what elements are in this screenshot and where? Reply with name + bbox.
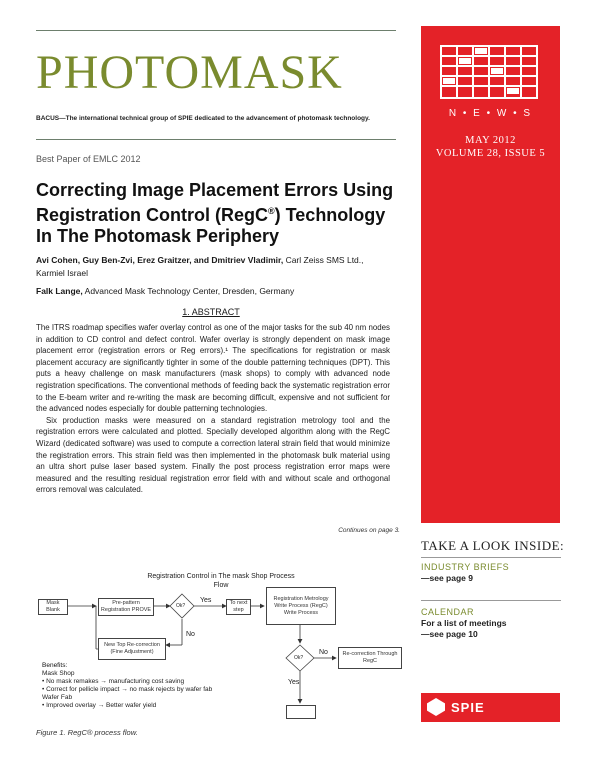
abstract-paragraph-1: The ITRS roadmap specifies wafer overlay control as one of the major tasks for the sub 40 nm nodes in addition to CD control and defect control. Wafer overlay is strongly dependent on mask image placement error (registration errors or Reg errors).¹ The specifications for registration or mask placement accuracy are significantly tighter in some of the double patterning techniques (DPT). This puts a heavy challenge on mask manufacturers (mask shops) to comply with advanced node registration specifications. The conventional methods of feeding back the systematic registration error to the E-beam writer and re-writing the mask are becoming difficult, expensive and not sufficient for the advanced nodes especially for double patterning technologies. — [36, 323, 390, 414]
title-part-2: ) Technology In The Photomask Periphery — [36, 205, 386, 246]
article-title — [36, 180, 406, 247]
news-banner — [421, 26, 560, 523]
authors-line-2 — [36, 285, 406, 298]
abstract-heading — [36, 307, 386, 317]
sidebar-divider — [421, 600, 561, 601]
flow-box-mask-blank: Mask Blank — [38, 599, 68, 615]
benefit-item: • Correct for pellicle impact → no mask rejects by wafer fab — [42, 686, 213, 693]
continues-note: Continues on page 3. — [338, 527, 400, 534]
flow-box-reg-metrology: Registration Metrology Write Process (RegC) Write Process — [266, 587, 336, 625]
masthead-title: PHOTOMASK — [36, 46, 343, 99]
flow-box-pattern: Pre-pattern Registration PROVE — [98, 598, 154, 616]
banner-news-label: N • E • W • S — [448, 108, 533, 119]
abstract-body — [36, 322, 390, 496]
flow-box-rw-correct: Re-correction Through RegC — [338, 647, 402, 669]
top-rule — [36, 30, 396, 31]
authors-line — [36, 254, 381, 280]
issue-volume: VOLUME 28, ISSUE 5 — [435, 148, 546, 159]
benefits-wafer-fab: Wafer Fab — [42, 694, 73, 701]
title-part-1: Correcting Image Placement Errors Using Registration Control (RegC — [36, 180, 394, 225]
flow-label-no-2: No — [319, 649, 328, 656]
benefits-mask-shop: Mask Shop — [42, 670, 75, 677]
spie-logo — [421, 693, 560, 722]
benefits-heading: Benefits: — [42, 662, 68, 669]
sidebar-section-label: INDUSTRY BRIEFS — [421, 562, 510, 572]
sidebar-section-briefs[interactable] — [421, 562, 509, 584]
sidebar-section-label: CALENDAR — [421, 607, 475, 617]
author2-affiliation: Advanced Mask Technology Center, Dresden, Germany — [82, 286, 295, 296]
sidebar-section-text: For a list of meetings — [421, 618, 507, 628]
header-divider — [36, 139, 396, 140]
abstract-paragraph-2: Six production masks were measured on a standard registration metrology tool and the registration errors were calculated and plotted. Specially developed algorithm along with the RegC Wizard (dedicated software) was used to compute a correction lateral strain field that would minimize the registration errors. This strain field was then implemented in the photomask bulk material using an ultra short pulse laser based system. Finally the post process registration error maps were measured and the resulting residual registration error field with and without scale and orthogonal errors removal was calculated. — [36, 415, 390, 495]
spie-logo-text: SPIE — [451, 700, 485, 715]
author-affiliation: Carl Zeiss SMS Ltd., Karmiel Israel — [36, 255, 364, 278]
tagline — [36, 115, 370, 122]
flow-label-yes-2: Yes — [288, 679, 300, 686]
sidebar-section-link[interactable]: —see page 9 — [421, 573, 473, 583]
photomask-logo-icon — [439, 44, 539, 100]
issue-date: MAY 2012 — [465, 135, 516, 146]
author-names: Avi Cohen, Guy Ben-Zvi, Erez Graitzer, and Dmitriev Vladimir, — [36, 255, 284, 265]
tagline-text: BACUS—The international technical group of SPIE dedicated to the advancement of photomask technology. — [36, 115, 370, 122]
flow-decision-ok-1: Ok? — [176, 603, 186, 609]
flow-box-new-top: New Top Re-correction (Fine Adjustment) — [98, 638, 166, 660]
sidebar-section-link[interactable]: —see page 10 — [421, 629, 478, 639]
benefit-item: • No mask remakes → manufacturing cost saving — [42, 678, 185, 685]
article-kicker: Best Paper of EMLC 2012 — [36, 154, 141, 164]
sidebar-section-calendar[interactable] — [421, 607, 507, 640]
sidebar-divider — [421, 557, 561, 558]
flow-label-yes: Yes — [200, 597, 212, 604]
sidebar-heading: TAKE A LOOK INSIDE: — [421, 538, 565, 553]
registered-mark: ® — [268, 206, 275, 216]
abstract-heading-text: 1. ABSTRACT — [182, 307, 240, 317]
process-flow-figure — [36, 565, 406, 725]
benefit-item: • Improved overlay → Better wafer yield — [42, 702, 157, 709]
author2-name: Falk Lange, — [36, 286, 83, 296]
benefits-list — [42, 662, 302, 710]
figure-title: Registration Control in The mask Shop Process Flow — [147, 573, 295, 589]
flow-label-no: No — [186, 631, 195, 638]
spie-logo-icon — [427, 698, 445, 716]
flow-decision-ok-2: Ok? — [294, 655, 304, 661]
flow-box-next-step: To next step — [226, 599, 251, 615]
figure-caption: Figure 1. RegC® process flow. — [36, 728, 138, 737]
banner-issue — [421, 134, 560, 160]
